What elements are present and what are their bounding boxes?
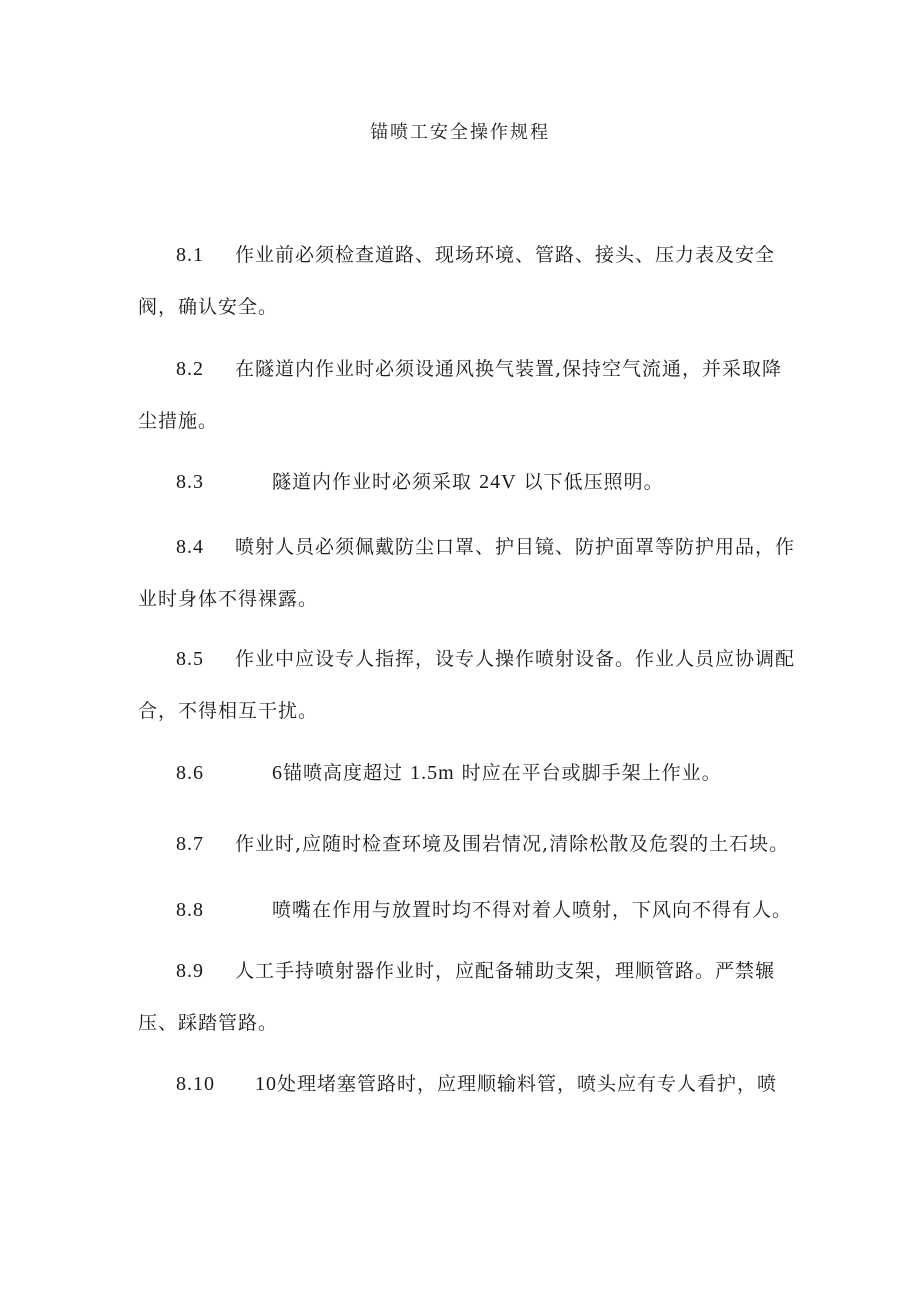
clause-number: 8.6 [176,762,204,784]
clause-text: 作业时,应随时检查环境及围岩情况,清除松散及危裂的土石块。 [235,833,790,855]
clause-lead-number: 6 [272,762,283,784]
clause-number: 8.3 [176,471,204,493]
clause-text: 在隧道内作业时必须设通风换气装置,保持空气流通，并采取降尘措施。 [138,358,783,432]
clause-8-7 [138,818,818,870]
clause-text-post: 以下低压照明。 [523,471,664,493]
clause-text-pre: 锚喷高度超过 [283,762,404,784]
document-title: 锚喷工安全操作规程 [370,122,550,143]
clause-8-9 [138,945,798,1049]
height-value: 1.5m [410,762,455,784]
clause-8-10 [138,1058,798,1110]
clause-number: 8.4 [176,536,204,558]
clause-8-8 [138,884,818,936]
clause-number: 8.5 [176,648,204,670]
clause-8-3 [138,456,798,508]
clause-text: 处理堵塞管路时，应理顺输料管，喷头应有专人看护，喷 [277,1073,778,1095]
clause-lead-number: 10 [255,1073,277,1095]
clause-number: 8.8 [176,899,204,921]
clause-8-2 [138,343,798,447]
clause-number: 8.9 [176,960,204,982]
clause-number: 8.7 [176,833,204,855]
clause-text-post: 时应在平台或脚手架上作业。 [461,762,722,784]
clause-8-1 [138,229,798,333]
clause-number: 8.10 [176,1073,215,1095]
clause-number: 8.1 [176,244,204,266]
clause-number: 8.2 [176,358,204,380]
clause-8-4 [138,521,798,625]
voltage-value: 24V [479,471,517,493]
clause-text: 作业前必须检查道路、现场环境、管路、接头、压力表及安全阀，确认安全。 [138,244,776,318]
clause-text-pre: 隧道内作业时必须采取 [272,471,473,493]
clause-text: 喷嘴在作用与放置时均不得对着人喷射，下风向不得有人。 [272,899,793,921]
clause-text: 作业中应设专人指挥，设专人操作喷射设备。作业人员应协调配合，不得相互干扰。 [138,648,796,722]
clause-text: 人工手持喷射器作业时，应配备辅助支架，理顺管路。严禁辗压、踩踏管路。 [138,960,776,1034]
clause-8-5 [138,633,798,737]
clause-8-6 [138,747,798,799]
clause-text: 喷射人员必须佩戴防尘口罩、护目镜、防护面罩等防护用品，作业时身体不得裸露。 [138,536,796,610]
